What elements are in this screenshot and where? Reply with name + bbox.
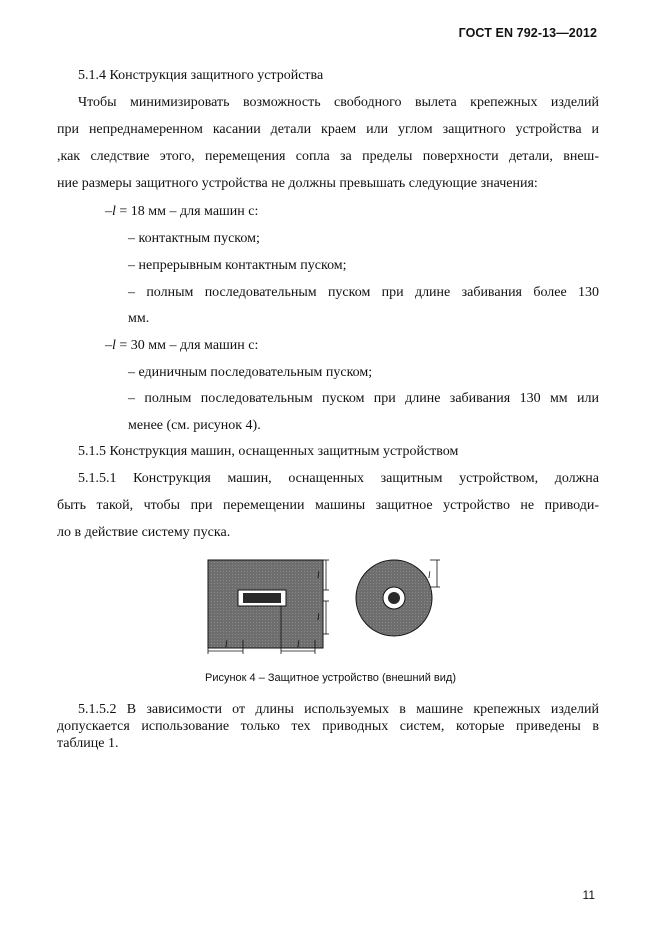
paragraph-line: 5.1.5.1 Конструкция машин, оснащенных защитным устройством, должна — [78, 471, 599, 486]
paragraph-line: при непреднамеренном касании детали краем или углом защитного устройства и — [57, 122, 599, 137]
list-dash: – — [105, 338, 112, 353]
figure-caption: Рисунок 4 – Защитное устройство (внешний вид) — [205, 672, 456, 684]
protective-device-drawing — [205, 550, 445, 660]
round-view — [356, 560, 440, 636]
page-number: 11 — [582, 888, 595, 902]
list-item-l-18 — [105, 204, 258, 220]
list-subitem: – полным последовательным пуском при длине забивания 130 мм или — [128, 391, 599, 406]
paragraph-line: допускается использование только тех приводных систем, которые приведены в — [57, 719, 599, 734]
figure-4 — [205, 550, 445, 665]
paragraph-line: быть такой, чтобы при перемещении машины защитное устройство не приводи- — [57, 498, 599, 513]
list-item-l-30 — [105, 338, 258, 354]
nozzle-slot — [243, 593, 281, 603]
dimension-label: l — [297, 639, 300, 649]
list-subitem: – непрерывным контактным пуском; — [128, 258, 347, 273]
paragraph-line: Чтобы минимизировать возможность свободного вылета крепежных изделий — [78, 95, 599, 110]
nozzle-center — [388, 592, 400, 604]
dimension-label: l — [225, 639, 228, 649]
list-subitem: – контактным пуском; — [128, 231, 260, 246]
document-header: ГОСТ EN 792-13—2012 — [458, 26, 597, 40]
list-subitem-cont: менее (см. рисунок 4). — [128, 418, 261, 433]
list-subitem: – единичным последовательным пуском; — [128, 365, 373, 380]
dimension-label: l — [317, 612, 320, 622]
dimension-label: l — [317, 570, 320, 580]
section-heading-5-1-4: 5.1.4 Конструкция защитного устройства — [78, 68, 324, 83]
variable-l: l — [112, 338, 116, 353]
paragraph-line: 5.1.5.2 В зависимости от длины используемых в машине крепежных изделий — [78, 702, 599, 717]
list-item-text: = 30 мм – для машин с: — [115, 338, 259, 353]
rectangular-view — [208, 560, 329, 654]
dimension-label: l — [428, 570, 431, 580]
list-item-text: = 18 мм – для машин с: — [115, 204, 259, 219]
variable-l: l — [112, 204, 116, 219]
list-dash: – — [105, 204, 112, 219]
section-heading-5-1-5: 5.1.5 Конструкция машин, оснащенных защитным устройством — [78, 444, 459, 459]
paragraph-line: ло в действие систему пуска. — [57, 525, 231, 540]
list-subitem-cont: мм. — [128, 311, 150, 326]
paragraph-line: таблице 1. — [57, 736, 119, 751]
paragraph-line: ние размеры защитного устройства не должны превышать следующие значения: — [57, 176, 538, 191]
list-subitem: – полным последовательным пуском при длине забивания более 130 — [128, 285, 599, 300]
paragraph-line: ,как следствие этого, перемещения сопла за пределы поверхности детали, внеш- — [57, 149, 599, 164]
